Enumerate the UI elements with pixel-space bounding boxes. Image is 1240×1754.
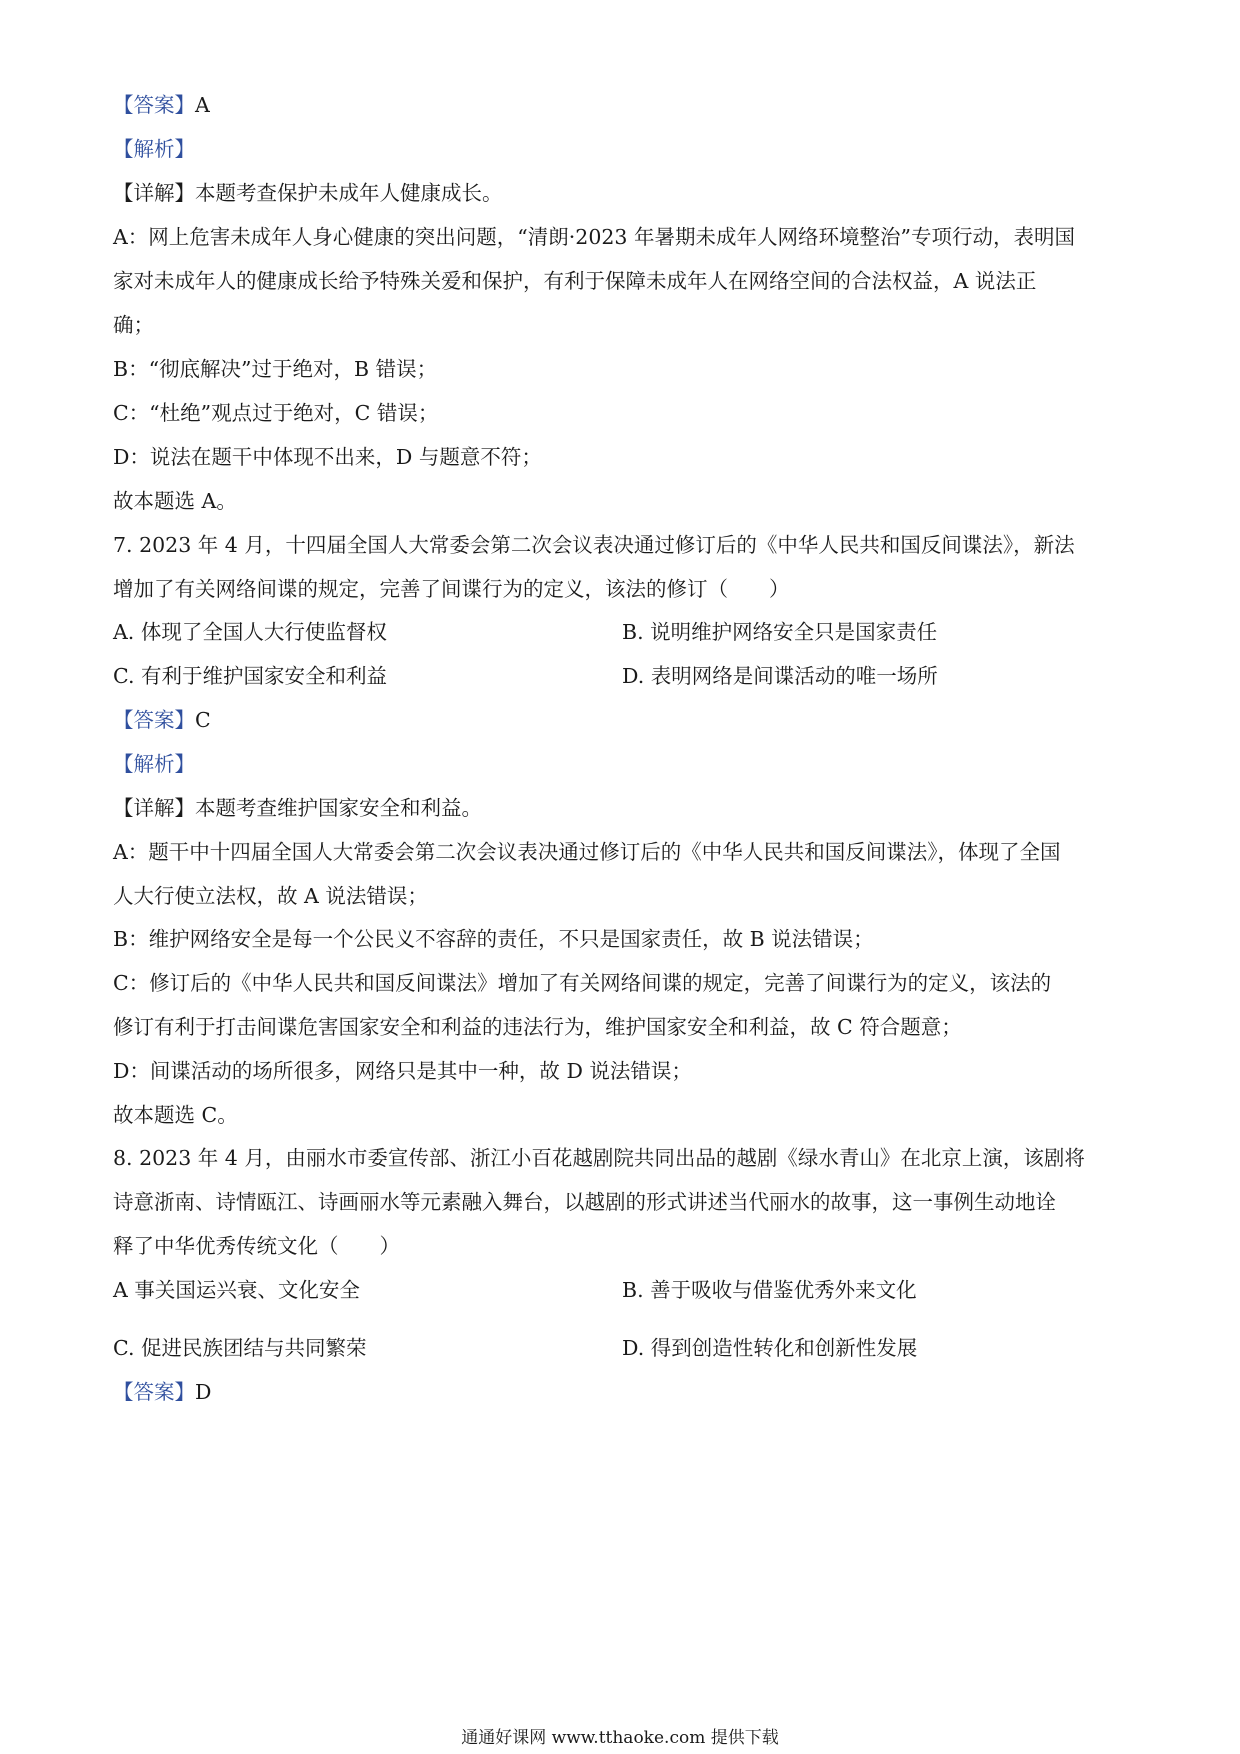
answer-value: A	[195, 93, 210, 117]
q7-answer-line	[113, 705, 1133, 735]
q6-option-a-explanation: 确；	[113, 313, 154, 337]
q6-analysis-line	[113, 134, 1133, 164]
q6-option-a-explanation: 家对未成年人的健康成长给予特殊关爱和保护，有利于保障未成年人在网络空间的合法权益，A 说法正	[113, 269, 1037, 293]
analysis-tag: 【解析】	[113, 137, 195, 161]
q7-option-a: A. 体现了全国人大行使监督权	[113, 620, 387, 644]
q7-option-d: D. 表明网络是间谍活动的唯一场所	[622, 664, 938, 688]
q6-conclusion: 故本题选 A。	[113, 489, 237, 513]
q7-stem: 7. 2023 年 4 月，十四届全国人大常委会第二次会议表决通过修订后的《中华人民共和国反间谍法》，新法	[113, 533, 1075, 557]
q7-option-c: C. 有利于维护国家安全和利益	[113, 664, 387, 688]
detail-text: 本题考查维护国家安全和利益。	[195, 796, 482, 820]
answer-value: C	[195, 708, 211, 732]
detail-tag: 【详解】	[113, 796, 195, 820]
q7-option-c-explanation: 修订有利于打击间谍危害国家安全和利益的违法行为，维护国家安全和利益，故 C 符合题意；	[113, 1015, 962, 1039]
answer-tag: 【答案】	[113, 93, 195, 117]
q6-option-b-explanation: B：“彻底解决”过于绝对，B 错误；	[113, 357, 438, 381]
q7-option-a-explanation: A：题干中十四届全国人大常委会第二次会议表决通过修订后的《中华人民共和国反间谍法》，体现了全国	[113, 840, 1061, 864]
q8-answer-line	[113, 1377, 1133, 1407]
answer-tag: 【答案】	[113, 708, 195, 732]
q7-conclusion: 故本题选 C。	[113, 1103, 238, 1127]
q6-option-d-explanation: D：说法在题干中体现不出来，D 与题意不符；	[113, 445, 542, 469]
q7-option-b: B. 说明维护网络安全只是国家责任	[622, 620, 938, 644]
q8-option-b: B. 善于吸收与借鉴优秀外来文化	[622, 1278, 917, 1302]
q8-option-a: A 事关国运兴衰、文化安全	[113, 1278, 360, 1302]
q8-option-d: D. 得到创造性转化和创新性发展	[622, 1336, 918, 1360]
q7-option-b-explanation: B：维护网络安全是每一个公民义不容辞的责任，不只是国家责任，故 B 说法错误；	[113, 927, 874, 951]
q8-stem: 释了中华优秀传统文化（ ）	[113, 1234, 400, 1258]
q6-option-a-explanation: A：网上危害未成年人身心健康的突出问题，“清朗·2023 年暑期未成年人网络环境整治”专项行动，表明国	[113, 225, 1075, 249]
detail-text: 本题考查保护未成年人健康成长。	[195, 181, 503, 205]
q7-stem: 增加了有关网络间谍的规定，完善了间谍行为的定义，该法的修订（ ）	[113, 577, 790, 601]
q7-analysis-line	[113, 749, 1133, 779]
detail-tag: 【详解】	[113, 181, 195, 205]
q8-option-c: C. 促进民族团结与共同繁荣	[113, 1336, 367, 1360]
q8-stem: 8. 2023 年 4 月，由丽水市委宣传部、浙江小百花越剧院共同出品的越剧《绿水青山》在北京上演，该剧将	[113, 1146, 1085, 1170]
answer-value: D	[195, 1380, 212, 1404]
q6-option-c-explanation: C：“杜绝”观点过于绝对，C 错误；	[113, 401, 439, 425]
q6-detail-line	[113, 178, 1133, 208]
q7-option-d-explanation: D：间谍活动的场所很多，网络只是其中一种，故 D 说法错误；	[113, 1059, 692, 1083]
q7-option-c-explanation: C：修订后的《中华人民共和国反间谍法》增加了有关网络间谍的规定，完善了间谍行为的定义，该法的	[113, 971, 1052, 995]
q6-answer-line	[113, 90, 1133, 120]
q7-detail-line	[113, 793, 1133, 823]
q7-option-a-explanation: 人大行使立法权，故 A 说法错误；	[113, 884, 428, 908]
q8-stem: 诗意浙南、诗情瓯江、诗画丽水等元素融入舞台，以越剧的形式讲述当代丽水的故事，这一事例生动地诠	[113, 1190, 1056, 1214]
footer-source-note: 通通好课网 www.tthaoke.com 提供下载	[461, 1728, 779, 1748]
answer-tag: 【答案】	[113, 1380, 195, 1404]
analysis-tag: 【解析】	[113, 752, 195, 776]
